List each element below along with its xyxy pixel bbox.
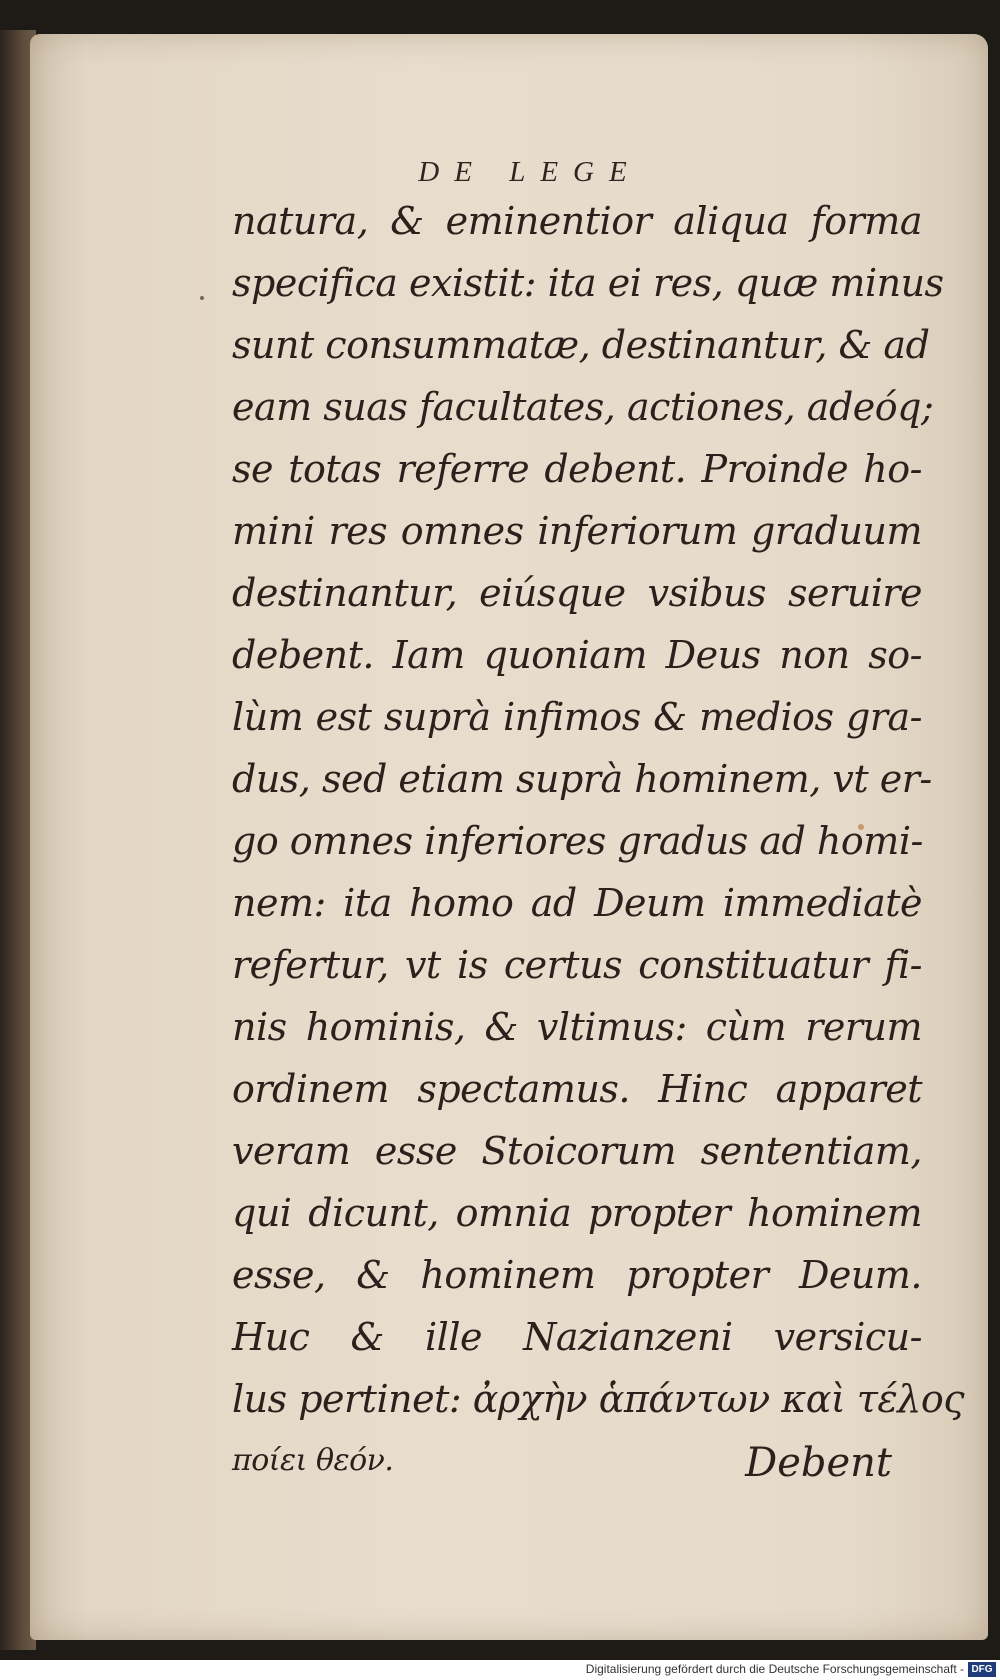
dfg-logo: DFG	[968, 1662, 996, 1677]
footer-bar	[0, 1660, 1000, 1680]
running-head: DE LEGE	[418, 156, 642, 188]
paper-speck	[200, 296, 204, 300]
text-line: destinantur, eiúsque vsibus seruire	[232, 571, 922, 615]
text-line: natura, & eminentior aliqua forma	[232, 199, 922, 243]
text-line: se totas referre debent. Proinde ho-	[232, 447, 922, 491]
text-line: esse, & hominem propter Deum.	[232, 1253, 922, 1297]
text-line: ποίει θεόν.	[232, 1443, 394, 1478]
text-line: lùm est suprà infimos & medios gra-	[232, 695, 922, 739]
text-line: eam suas facultates, actiones, adeóq;	[232, 385, 934, 429]
text-line: ordinem spectamus. Hinc apparet	[232, 1067, 922, 1111]
text-line: nis hominis, & vltimus: cùm rerum	[232, 1005, 922, 1049]
catchword: Debent	[745, 1440, 892, 1486]
text-line: refertur, vt is certus constituatur fi-	[232, 943, 922, 987]
text-line: veram esse Stoicorum sententiam,	[232, 1129, 922, 1173]
text-line: specifica existit: ita ei res, quæ minus	[232, 261, 944, 305]
text-line: lus pertinet: ἀρχὴν ἁπάντων καὶ τέλος	[232, 1377, 964, 1421]
body-text	[232, 190, 964, 1492]
text-line: debent. Iam quoniam Deus non so-	[232, 633, 922, 677]
footer-credit: Digitalisierung gefördert durch die Deutsche Forschungsgemeinschaft -	[585, 1662, 964, 1676]
text-line: qui dicunt, omnia propter hominem	[232, 1191, 922, 1235]
text-line: dus, sed etiam suprà hominem, vt er-	[232, 757, 932, 801]
text-line: Huc & ille Nazianzeni versicu-	[232, 1315, 922, 1359]
text-line: mini res omnes inferiorum graduum	[232, 509, 922, 553]
text-line: sunt consummatæ, destinantur, & ad	[232, 323, 930, 367]
text-line: nem: ita homo ad Deum immediatè	[232, 881, 922, 925]
text-line: go omnes inferiores gradus ad homi-	[232, 819, 923, 863]
